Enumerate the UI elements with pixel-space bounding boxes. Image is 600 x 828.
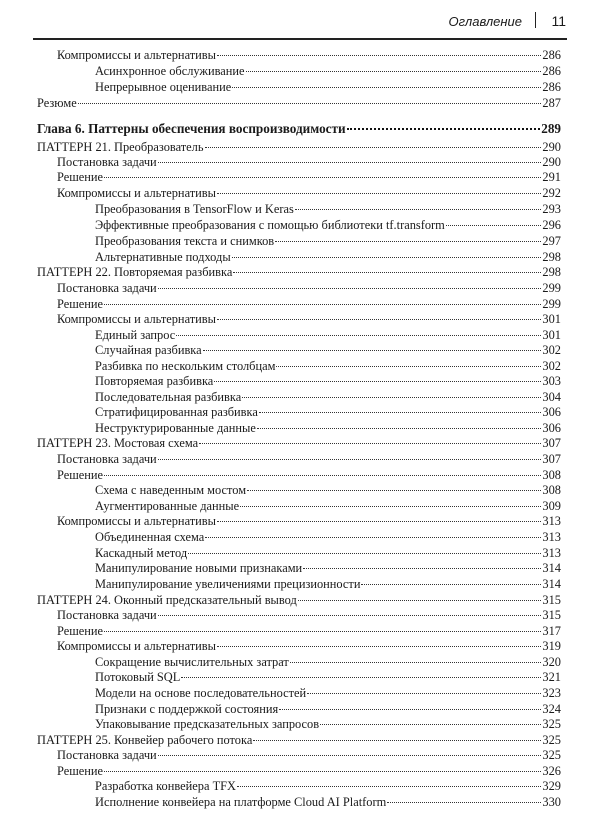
toc-entry-title: Потоковый SQL	[95, 670, 181, 684]
dot-leader	[158, 162, 542, 163]
toc-entry	[95, 63, 561, 79]
dot-leader	[199, 443, 541, 444]
dot-leader	[158, 615, 542, 616]
dot-leader	[295, 209, 542, 210]
toc-entry	[57, 763, 561, 779]
dot-leader	[387, 802, 541, 803]
toc-entry-title: Решение	[57, 764, 104, 778]
toc-entry-page: 319	[542, 639, 561, 653]
toc-entry-page: 289	[541, 121, 561, 136]
toc-entry-title: Решение	[57, 170, 104, 184]
toc-entry-title: ПАТТЕРН 23. Мостовая схема	[37, 436, 199, 450]
toc-entry	[57, 47, 561, 63]
toc-entry	[57, 513, 561, 529]
toc-entry	[95, 778, 561, 794]
toc-entry	[57, 747, 561, 763]
dot-leader	[158, 459, 542, 460]
toc-entry	[95, 685, 561, 701]
running-header-title: Оглавление	[448, 14, 522, 29]
toc-entry-page: 314	[542, 561, 561, 575]
dot-leader	[259, 412, 542, 413]
toc-entry-title: Аугментированные данные	[95, 499, 240, 513]
toc-entry-title: Признаки с поддержкой состояния	[95, 702, 279, 716]
toc-entry	[57, 311, 561, 327]
toc-entry	[57, 185, 561, 201]
dot-leader	[298, 600, 542, 601]
dot-leader	[247, 490, 541, 491]
toc-entry-page: 291	[542, 170, 561, 184]
toc-entry-page: 290	[542, 155, 561, 169]
toc-entry	[37, 264, 561, 280]
toc-entry-page: 325	[542, 748, 561, 762]
dot-leader	[78, 103, 542, 104]
dot-leader	[188, 553, 541, 554]
toc-chapter-entry	[37, 121, 561, 137]
toc-entry-title: Единый запрос	[95, 328, 176, 342]
header-rule	[33, 38, 567, 40]
toc-entry-title: Преобразования в TensorFlow и Keras	[95, 202, 294, 216]
toc-entry	[57, 280, 561, 296]
toc-entry-page: 323	[542, 686, 561, 700]
toc-entry-page: 302	[542, 343, 561, 357]
toc-entry	[95, 529, 561, 545]
toc-entry-page: 313	[542, 530, 561, 544]
dot-leader	[232, 257, 542, 258]
dot-leader	[104, 771, 541, 772]
toc-entry-title: Схема с наведенным мостом	[95, 483, 247, 497]
toc-entry-page: 296	[542, 218, 561, 232]
toc-entry-page: 306	[542, 421, 561, 435]
toc-entry-title: Постановка задачи	[57, 155, 157, 169]
toc-entry	[95, 389, 561, 405]
dot-leader	[446, 225, 542, 226]
toc-entry	[95, 358, 561, 374]
toc-entry-title: Упаковывание предсказательных запросов	[95, 717, 320, 731]
toc-entry-title: Сокращение вычислительных затрат	[95, 655, 289, 669]
toc-entry-title: Манипулирование новыми признаками	[95, 561, 303, 575]
toc-entry	[57, 169, 561, 185]
toc-entry-title: ПАТТЕРН 25. Конвейер рабочего потока	[37, 733, 253, 747]
toc-entry-page: 286	[542, 80, 561, 94]
toc-entry	[37, 732, 561, 748]
dot-leader	[104, 631, 541, 632]
toc-entry-page: 301	[542, 328, 561, 342]
dot-leader	[276, 366, 541, 367]
dot-leader	[217, 521, 541, 522]
toc-entry-page: 293	[542, 202, 561, 216]
toc-entry	[95, 716, 561, 732]
dot-leader	[205, 147, 542, 148]
toc-entry-page: 299	[542, 281, 561, 295]
toc-entry-page: 325	[542, 733, 561, 747]
toc-entry	[95, 233, 561, 249]
toc-entry-title: Последовательная разбивка	[95, 390, 242, 404]
dot-leader	[217, 646, 541, 647]
toc-entry-page: 306	[542, 405, 561, 419]
dot-leader	[253, 740, 541, 741]
toc-entry-title: Непрерывное оценивание	[95, 80, 232, 94]
toc-entry-title: Каскадный метод	[95, 546, 188, 560]
dot-leader	[257, 428, 542, 429]
dot-leader	[240, 506, 541, 507]
toc-entry	[95, 217, 561, 233]
toc-entry-title: Разбивка по нескольким столбцам	[95, 359, 276, 373]
toc-entry-page: 315	[542, 593, 561, 607]
toc-entry-title: Компромиссы и альтернативы	[57, 312, 216, 326]
toc-entry-title: Объединенная схема	[95, 530, 205, 544]
dot-leader	[361, 584, 541, 585]
toc-entry-title: Исполнение конвейера на платформе Cloud AI Platform	[95, 795, 387, 809]
toc-entry-title: Случайная разбивка	[95, 343, 202, 357]
toc-entry-page: 320	[542, 655, 561, 669]
dot-leader	[104, 177, 541, 178]
toc-entry	[57, 451, 561, 467]
toc-entry-title: Альтернативные подходы	[95, 250, 231, 264]
dot-leader	[237, 786, 541, 787]
toc-entry	[37, 592, 561, 608]
dot-leader	[217, 193, 541, 194]
dot-leader	[181, 677, 541, 678]
toc-entry	[95, 576, 561, 592]
toc-entry-title: Неструктурированные данные	[95, 421, 256, 435]
toc-entry	[57, 607, 561, 623]
toc-entry	[37, 95, 561, 111]
toc-entry-page: 301	[542, 312, 561, 326]
toc-entry	[95, 342, 561, 358]
toc-entry-page: 330	[542, 795, 561, 809]
dot-leader	[246, 71, 542, 72]
toc-entry	[95, 249, 561, 265]
header-separator	[535, 12, 536, 28]
toc-entry-page: 309	[542, 499, 561, 513]
toc-entry-title: Решение	[57, 624, 104, 638]
toc-entry	[57, 154, 561, 170]
toc-entry-page: 321	[542, 670, 561, 684]
toc-entry	[95, 327, 561, 343]
toc-entry-page: 329	[542, 779, 561, 793]
toc-entry	[57, 296, 561, 312]
toc-entry-title: Компромиссы и альтернативы	[57, 514, 216, 528]
toc-entry-page: 326	[542, 764, 561, 778]
toc-entry-title: Повторяемая разбивка	[95, 374, 214, 388]
toc-entry	[95, 654, 561, 670]
dot-leader	[307, 693, 541, 694]
toc-entry	[95, 701, 561, 717]
dot-leader	[158, 755, 542, 756]
toc-entry-title: Постановка задачи	[57, 452, 157, 466]
toc-entry-page: 303	[542, 374, 561, 388]
toc-entry	[37, 139, 561, 155]
toc-entry-title: Постановка задачи	[57, 608, 157, 622]
toc-entry-title: Компромиссы и альтернативы	[57, 48, 216, 62]
dot-leader	[203, 350, 542, 351]
toc-entry	[37, 435, 561, 451]
toc-entry-title: ПАТТЕРН 21. Преобразователь	[37, 140, 204, 154]
toc-entry-title: Манипулирование увеличениями прецизионности	[95, 577, 361, 591]
toc-entry-page: 313	[542, 546, 561, 560]
toc-entry-page: 298	[542, 265, 561, 279]
toc-entry-page: 324	[542, 702, 561, 716]
dot-leader	[320, 724, 541, 725]
toc-entry-title: Решение	[57, 468, 104, 482]
toc-entry-page: 317	[542, 624, 561, 638]
toc-entry	[95, 79, 561, 95]
toc-entry-page: 307	[542, 452, 561, 466]
toc-entry	[95, 201, 561, 217]
toc-entry-title: Компромиссы и альтернативы	[57, 186, 216, 200]
toc-entry-title: Решение	[57, 297, 104, 311]
toc-entry-page: 325	[542, 717, 561, 731]
toc-entry	[95, 420, 561, 436]
dot-leader	[176, 335, 541, 336]
dot-leader	[233, 272, 541, 273]
toc-entry-page: 314	[542, 577, 561, 591]
toc-entry	[95, 373, 561, 389]
dot-leader	[347, 128, 541, 130]
toc-entry-title: Преобразования текста и снимков	[95, 234, 275, 248]
toc-entry	[95, 669, 561, 685]
toc-entry-title: Резюме	[37, 96, 77, 110]
toc-entry-page: 292	[542, 186, 561, 200]
toc-entry-page: 286	[542, 64, 561, 78]
toc-entry-title: Постановка задачи	[57, 281, 157, 295]
toc-entry	[57, 467, 561, 483]
toc-entry	[57, 623, 561, 639]
toc-entry-page: 307	[542, 436, 561, 450]
toc-entry	[95, 482, 561, 498]
toc-entry-page: 287	[542, 96, 561, 110]
toc-entry-title: Разработка конвейера TFX	[95, 779, 236, 793]
toc-entry-page: 299	[542, 297, 561, 311]
dot-leader	[279, 709, 541, 710]
toc-entry	[95, 498, 561, 514]
toc-entry-page: 286	[542, 48, 561, 62]
toc-entry-page: 308	[542, 468, 561, 482]
dot-leader	[205, 537, 541, 538]
dot-leader	[242, 397, 541, 398]
toc-entry-page: 308	[542, 483, 561, 497]
page-header	[0, 8, 600, 32]
toc-entry-title: Глава 6. Паттерны обеспечения воспроизводимости	[37, 121, 346, 136]
toc-entry-title: Эффективные преобразования с помощью библиотеки tf.transform	[95, 218, 445, 232]
toc-entry-title: Компромиссы и альтернативы	[57, 639, 216, 653]
toc-entry-title: Асинхронное обслуживание	[95, 64, 245, 78]
toc-entry-page: 297	[542, 234, 561, 248]
dot-leader	[303, 568, 541, 569]
dot-leader	[290, 662, 542, 663]
page-number: 11	[551, 13, 566, 29]
toc-entry-title: ПАТТЕРН 24. Оконный предсказательный вывод	[37, 593, 297, 607]
dot-leader	[214, 381, 541, 382]
toc-entry-page: 298	[542, 250, 561, 264]
toc-entry	[95, 545, 561, 561]
toc-entry	[57, 638, 561, 654]
dot-leader	[217, 319, 541, 320]
toc-entry	[95, 404, 561, 420]
toc-entry	[95, 794, 561, 810]
toc-entry-title: Постановка задачи	[57, 748, 157, 762]
dot-leader	[232, 87, 541, 88]
dot-leader	[104, 475, 541, 476]
dot-leader	[275, 241, 541, 242]
toc-entry-page: 313	[542, 514, 561, 528]
toc-entry-page: 302	[542, 359, 561, 373]
toc-entry-title: Стратифицированная разбивка	[95, 405, 258, 419]
toc-entry	[95, 560, 561, 576]
toc-entry-page: 304	[542, 390, 561, 404]
dot-leader	[217, 55, 541, 56]
dot-leader	[104, 304, 541, 305]
toc-entry-title: Модели на основе последовательностей	[95, 686, 307, 700]
toc-entry-page: 290	[542, 140, 561, 154]
dot-leader	[158, 288, 542, 289]
toc-entry-page: 315	[542, 608, 561, 622]
toc-entry-title: ПАТТЕРН 22. Повторяемая разбивка	[37, 265, 233, 279]
